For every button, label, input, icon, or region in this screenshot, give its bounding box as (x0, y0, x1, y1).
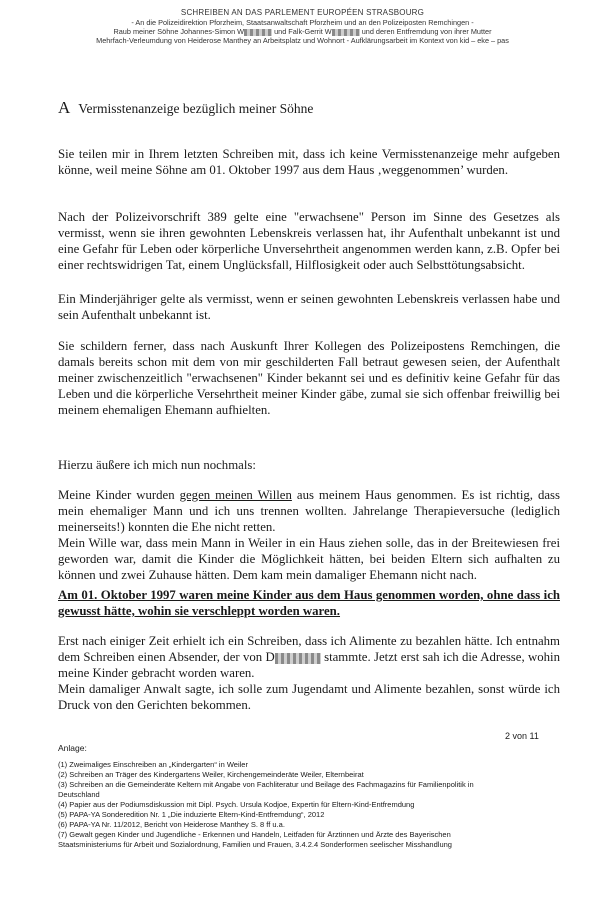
attachments-list (58, 760, 568, 850)
attachment-item: (5) PAPA-YA Sonderedition Nr. 1 „Die induzierte Eltern-Kind-Entfremdung“, 2012 (58, 810, 325, 819)
page-number: 2 von 11 (505, 731, 539, 741)
attachment-item: (4) Papier aus der Podiumsdiskussion mit Dipl. Psych. Ursula Kodjoe, Expertin für Eltern-Kind-Entfremdung (58, 800, 415, 809)
paragraph-1: Sie teilen mir in Ihrem letzten Schreiben mit, dass ich keine Vermisstenanzeige mehr aufgeben könne, weil meine Söhne am 01. Oktober 1997 aus dem Haus ‚weggenommen’ wurden. (58, 147, 560, 177)
attachment-item: (6) PAPA-YA Nr. 11/2012, Bericht von Heiderose Manthey S. 8 ff u.a. (58, 820, 285, 829)
section-title: Vermisstenanzeige bezüglich meiner Söhne (78, 101, 314, 116)
header-line-3: Mehrfach-Verleumdung von Heiderose Manthey an Arbeitsplatz und Wohnort - Aufklärungsarbeit im Kontext von kid – eke – pas (96, 36, 509, 45)
paragraph-9: Erst nach einiger Zeit erhielt ich ein Schreiben, dass ich Alimente zu bezahlen hätte. Ich entnahm dem Schreiben einen Absender, der von D stammte. Jetzt erst sah ich die Adresse, wohin meine Kinder gebracht worden waren. (58, 634, 560, 680)
attachment-item: (2) Schreiben an Träger des Kindergartens Weiler, Kirchengemeinderäte Weiler, Elternbeirat (58, 770, 364, 779)
attachment-item: (7) Gewalt gegen Kinder und Jugendliche - Erkennen und Handeln, Leitfaden für Ärztinnen und Ärzte des Bayerischen (58, 830, 451, 839)
paragraph-8-emphasis: Am 01. Oktober 1997 waren meine Kinder aus dem Haus genommen worden, ohne dass ich gewusst hätte, wohin sie verschleppt worden waren. (58, 588, 560, 618)
attachment-item: Deutschland (58, 790, 100, 799)
paragraph-6: Meine Kinder wurden gegen meinen Willen aus meinem Haus genommen. Es ist richtig, dass mein ehemaliger Mann und ich uns trennen wollten. Jahrelange Therapieversuche (lediglich meinerseits!) konnten die Ehe nicht retten. (58, 488, 561, 534)
section-letter: A (58, 98, 71, 117)
redacted-location (275, 653, 321, 664)
attachment-item: Staatsministeriums für Arbeit und Sozialordnung, Familien und Frauen, 3.4.2.4 Sonderformen seelischer Misshandlung (58, 840, 452, 849)
paragraph-5: Hierzu äußere ich mich nun nochmals: (58, 458, 256, 472)
redacted-name (332, 29, 360, 36)
header-line-1: - An die Polizeidirektion Pforzheim, Staatsanwaltschaft Pforzheim und an den Polizeiposten Remchingen - (131, 18, 474, 27)
underlined-phrase: gegen meinen Willen (179, 488, 292, 502)
header-title: SCHREIBEN AN DAS PARLEMENT EUROPÉEN STRASBOURG (180, 8, 425, 17)
paragraph-10: Mein damaliger Anwalt sagte, ich solle zum Jugendamt und Alimente bezahlen, sonst würde ich Druck von den Gerichten bekommen. (58, 682, 560, 712)
paragraph-7: Mein Wille war, dass mein Mann in Weiler in ein Haus ziehen solle, das in der Breitewiesen frei geworden war, damit die Kinder die Möglichkeit hätten, bei beiden Eltern sich aufhalten zu können und zwei Zuhause hätten. Dem kam mein damaliger Ehemann nicht nach. (58, 536, 560, 582)
letter-header (30, 8, 575, 45)
paragraph-4: Sie schildern ferner, dass nach Auskunft Ihrer Kollegen des Polizeipostens Remchingen, die damals bereits schon mit dem von mir geschilderten Fall betraut gewesen seien, der Aufenthalt meiner zwischenzeitlich "erwachsenen" Kinder bekannt sei und es definitiv keine Gefahr für das Leben und die körperliche Versehrtheit meiner Kinder gäbe, zumal sie sich offenbar freiwillig bei meinem ehemaligen Ehemann aufhielten. (58, 339, 560, 417)
attachments-label: Anlage: (58, 743, 87, 753)
attachment-item: (3) Schreiben an die Gemeinderäte Keltern mit Angabe von Fachliteratur und Beilage des Fachmagazins für Familienpolitik in (58, 780, 474, 789)
attachment-item: (1) Zweimaliges Einschreiben an „Kindergarten“ in Weiler (58, 760, 248, 769)
paragraph-2: Nach der Polizeivorschrift 389 gelte eine "erwachsene" Person im Sinne des Gesetzes als vermisst, wenn sie ihren gewohnten Lebenskreis verlassen hat, ihr Aufenthalt unbekannt ist und eine Gefahr für Leben oder körperliche Unversehrtheit angenommen werden kann, z.B. Opfer bei einer rechtswidrigen Tat, einem Unglücksfall, Hilflosigkeit oder auch Selbsttötungsabsicht. (58, 210, 560, 272)
redacted-name (244, 29, 272, 36)
header-line-2: Raub meiner Söhne Johannes-Simon W und Falk-Gerrit W und deren Entfremdung von ihrer Mutter (113, 27, 492, 36)
paragraph-3: Ein Minderjähriger gelte als vermisst, wenn er seinen gewohnten Lebenskreis verlassen habe und sein Aufenthalt unbekannt ist. (58, 292, 560, 322)
section-heading (58, 98, 313, 118)
